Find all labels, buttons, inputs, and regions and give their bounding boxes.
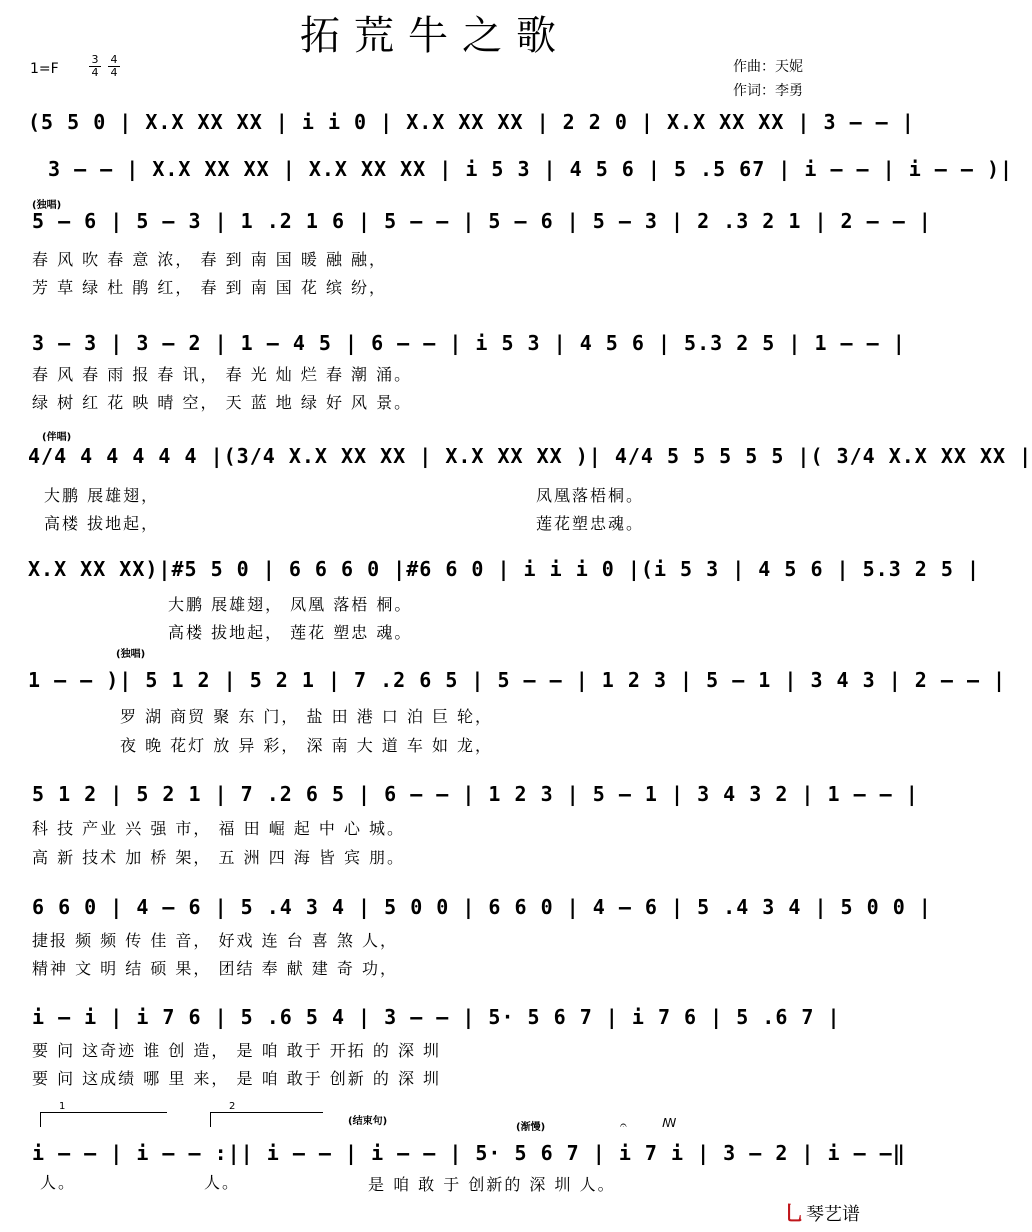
lyricist-credit: 作词：李勇 [733,83,803,99]
lyrics-verse2-line4: 高 新 技术 加 桥 架， 五 洲 四 海 皆 宾 朋。 [32,848,406,867]
lyrics-chorus-v2-right: 莲花塑忠魂。 [536,514,645,533]
notation-line-11: i — — | i — — :|| i — — | i — — | 5· 5 6 7 | i 7 i | 3 — 2 | i — —‖ [32,1141,906,1165]
notation-line-2: 3 — — | X.X XX XX | X.X XX XX | i 5 3 | 4 5 6 | 5 .5 67 | i — — | i — — )| [48,157,1014,181]
volta-bracket-1 [40,1101,167,1127]
lyrics-verse1-line3: 罗 湖 商贸 聚 东 门， 盐 田 港 口 泊 巨 轮， [120,707,494,726]
notation-line-3: 5 — 6 | 5 — 3 | 1 .2 1 6 | 5 — — | 5 — 6 | 5 — 3 | 2 .3 2 1 | 2 — — | [32,209,932,233]
notation-line-1: (5 5 0 | X.X XX XX | i i 0 | X.X XX XX | 2 2 0 | X.X XX XX | 3 — — | [28,110,915,134]
volta-2-label: 2 [229,1101,236,1112]
composer-credit: 作曲：天妮 [733,59,803,75]
breath-mark-icon: ꟿ [662,1116,677,1130]
notation-line-7: 1 — — )| 5 1 2 | 5 2 1 | 7 .2 6 5 | 5 — — | 1 2 3 | 5 — 1 | 3 4 3 | 2 — — | [28,668,1007,692]
solo-marker-2: (独唱) [116,649,146,660]
fermata-icon: 𝄐 [620,1118,627,1132]
lyrics-chorus2-v2: 高楼 拔地起， 莲花 塑忠 魂。 [168,623,413,642]
notation-line-10: i — i | i 7 6 | 5 .6 5 4 | 3 — — | 5· 5 6 7 | i 7 6 | 5 .6 7 | [32,1005,841,1029]
lyrics-verse2-line1: 芳 草 绿 杜 鹃 红， 春 到 南 国 花 缤 纷， [32,278,388,297]
lyrics-verse2-line5: 精神 文 明 结 硕 果， 团结 奉 献 建 奇 功， [32,959,398,978]
lyrics-verse1-line5: 捷报 频 频 传 佳 音， 好戏 连 台 喜 煞 人， [32,931,398,950]
notation-line-6: X.X XX XX)|#5 5 0 | 6 6 6 0 |#6 6 0 | i i i 0 |(i 5 3 | 4 5 6 | 5.3 2 5 | [28,557,980,581]
lyrics-verse2-line6: 要 问 这成绩 哪 里 来， 是 咱 敢于 创新 的 深 圳 [32,1069,442,1088]
lyrics-ending-1: 人。 [40,1173,77,1192]
chorus-marker: (伴唱) [42,432,72,443]
watermark-brand: 琴艺谱 [806,1204,860,1225]
notation-line-9: 6 6 0 | 4 — 6 | 5 .4 3 4 | 5 0 0 | 6 6 0 | 4 — 6 | 5 .4 3 4 | 5 0 0 | [32,895,932,919]
song-title: 拓荒牛之歌 [300,13,570,59]
lyrics-chorus2-v1: 大鹏 展雄翅， 凤凰 落梧 桐。 [168,595,413,614]
key-signature: 1=F [30,61,59,77]
lyrics-chorus-v1-right: 凤凰落梧桐。 [536,486,645,505]
volta-1-label: 1 [59,1101,66,1112]
lyrics-verse1-line6: 要 问 这奇迹 谁 创 造， 是 咱 敢于 开拓 的 深 圳 [32,1041,442,1060]
lyrics-verse2-line2: 绿 树 红 花 映 晴 空， 天 蓝 地 绿 好 风 景。 [32,393,413,412]
slowing-marker: (渐慢) [516,1122,546,1133]
time-signature-3-4: 3 4 [89,54,101,79]
solo-marker: (独唱) [32,200,62,211]
lyrics-chorus-v2-left: 高楼 拔地起， [44,514,160,533]
lyrics-ending-final: 是 咱 敢 于 创新的 深 圳 人。 [368,1175,616,1194]
notation-line-5: 4/4 4 4 4 4 4 |(3/4 X.X XX XX | X.X XX XX )| 4/4 5 5 5 5 5 |( 3/4 X.X XX XX | [28,444,1032,468]
lyrics-verse1-line1: 春 风 吹 春 意 浓， 春 到 南 国 暖 融 融， [32,250,388,269]
notation-line-4: 3 — 3 | 3 — 2 | 1 — 4 5 | 6 — — | i 5 3 | 4 5 6 | 5.3 2 5 | 1 — — | [32,331,906,355]
ending-marker: (结束句) [348,1116,388,1127]
watermark-logo [784,1197,860,1226]
time-signature-4-4: 4 4 [108,54,120,79]
volta-bracket-2 [210,1101,323,1127]
lyrics-verse2-line3: 夜 晚 花灯 放 异 彩， 深 南 大 道 车 如 龙， [120,736,494,755]
lyrics-verse1-line4: 科 技 产业 兴 强 市， 福 田 崛 起 中 心 城。 [32,819,406,838]
lyrics-ending-2: 人。 [204,1173,241,1192]
notation-line-8: 5 1 2 | 5 2 1 | 7 .2 6 5 | 6 — — | 1 2 3 | 5 — 1 | 3 4 3 2 | 1 — — | [32,782,919,806]
lyrics-verse1-line2: 春 风 春 雨 报 春 讯， 春 光 灿 烂 春 潮 涌。 [32,365,413,384]
qinyipu-logo-icon: 乚 [784,1201,804,1225]
lyrics-chorus-v1-left: 大鹏 展雄翅， [44,486,160,505]
